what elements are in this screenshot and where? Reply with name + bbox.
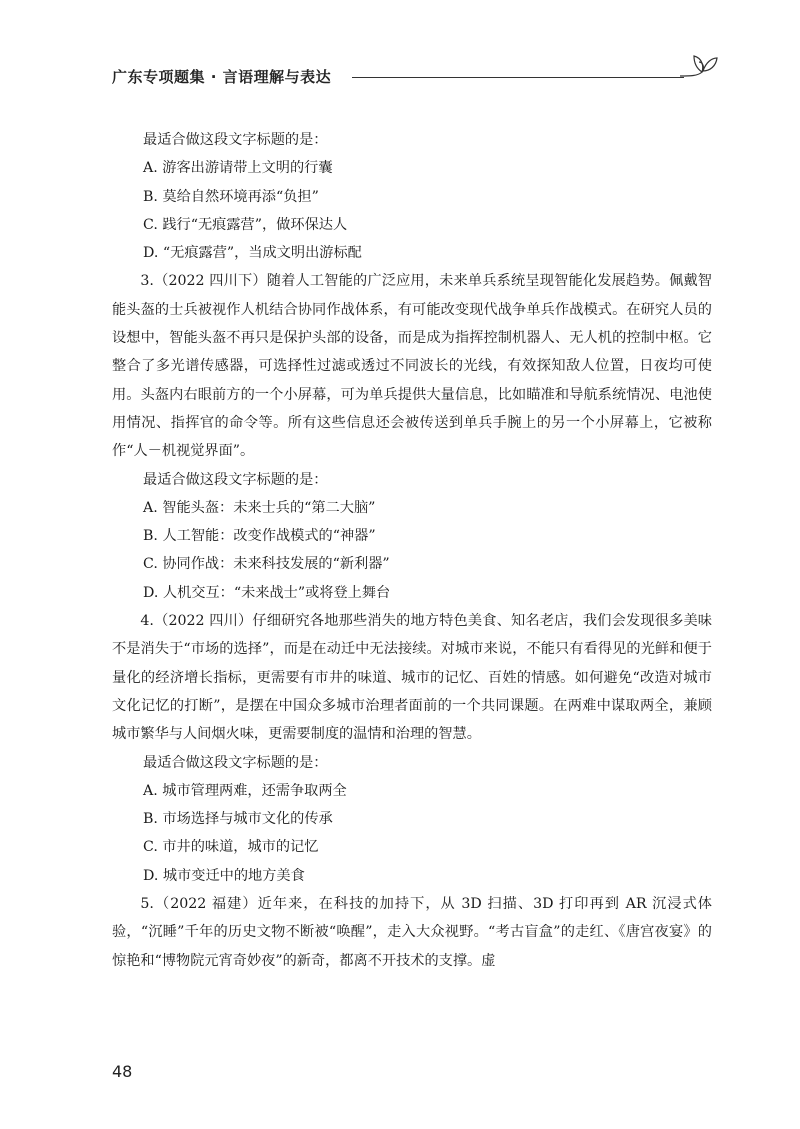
question-stem: 最适合做这段文字标题的是： [143,471,328,488]
option-d: D. 城市变迁中的地方美食 [143,867,305,884]
question-passage: 3.（2022 四川下）随着人工智能的广泛应用，未来单兵系统呈现智能化发展趋势。佩戴智能头盔的士兵被视作人机结合协同作战体系，有可能改变现代战争单兵作战模式。在研究人员的设想中，智能头盔不再只是保护头部的设备，而是成为指挥控制机器人、无人机的控制中枢。它整合了多光谱传感器，可选择性过滤或透过不同波长的光线，有效探知敌人位置，日夜均可使用。头盔内右眼前方的一个小屏幕，可为单兵提供大量信息，比如瞄准和导航系统情况、电池使用情况、指挥官的命令等。所有这些信息还会被传送到单兵手腕上的另一个小屏幕上，它被称作“人－机视觉界面”。 [112,273,712,460]
question-passage: 5.（2022 福建）近年来，在科技的加持下，从 3D 扫描、3D 打印再到 AR 沉浸式体验，“沉睡”千年的历史文物不断被“唤醒”，走入大众视野。“考古盲盒”的走红、《唐宫夜宴》的惊艳和“博物院元宵奇妙夜”的新奇，都离不开技术的支撑。虚 [112,896,712,969]
page-content [112,126,712,975]
page-number: 48 [112,1062,133,1081]
option-c: C. 市井的味道，城市的记忆 [143,839,319,856]
running-header [112,66,724,96]
option-b: B. 市场选择与城市文化的传承 [143,811,333,828]
question-4 [112,607,712,890]
question-stem: 最适合做这段文字标题的是： [143,132,328,148]
option-a: A. 城市管理两难，还需争取两全 [143,782,347,799]
option-b: B. 莫给自然环境再添“负担” [143,188,319,205]
option-a: A. 游客出游请带上文明的行囊 [143,160,333,177]
question-5 [112,890,712,975]
question-2-tail [112,126,712,267]
question-3 [112,267,712,607]
question-passage: 4.（2022 四川）仔细研究各地那些消失的地方特色美食、知名老店，我们会发现很多美味不是消失于“市场的选择”，而是在动迁中无法接续。对城市来说，不能只有看得见的光鲜和便于量化的经济增长指标，更需要有市井的味道、城市的记忆、百姓的情感。如何避免“改造对城市文化记忆的打断”，是摆在中国众多城市治理者面前的一个共同课题。在两难中谋取两全，兼顾城市繁华与人间烟火味，更需要制度的温情和治理的智慧。 [112,613,712,743]
sprout-icon [678,50,718,84]
header-title: 广东专项题集 · 言语理解与表达 [112,66,337,87]
option-d: D. “无痕露营”，当成文明出游标配 [143,245,362,262]
option-a: A. 智能头盔：未来士兵的“第二大脑” [143,499,376,516]
option-b: B. 人工智能：改变作战模式的“神器” [143,528,376,545]
option-c: C. 践行“无痕露营”，做环保达人 [143,216,348,233]
option-c: C. 协同作战：未来科技发展的“新利器” [143,556,390,573]
question-stem: 最适合做这段文字标题的是： [143,754,328,771]
option-d: D. 人机交互：“未来战士”或将登上舞台 [143,584,391,601]
header-rule [352,77,684,78]
